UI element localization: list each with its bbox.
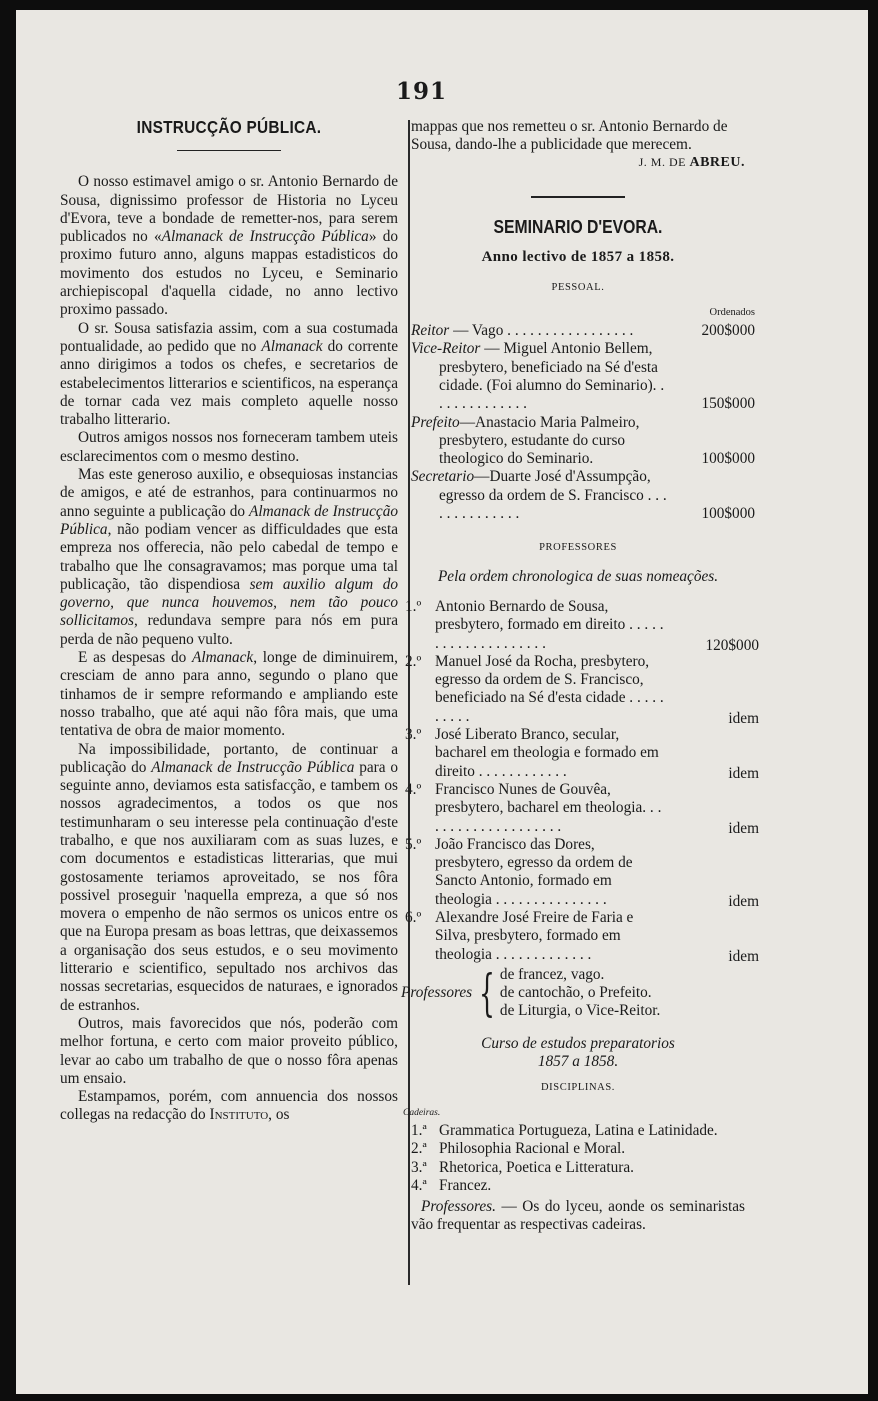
professor-list [405,597,759,965]
brace-glyph: { [479,964,495,1023]
professor-number: 3.º [405,726,422,744]
newspaper-page [16,10,868,1394]
staff-salary: 100$000 [701,505,755,523]
professor-text: José Liberato Branco, secular, bacharel em theologia e formado em direito . . . . . . . . . . . . [435,726,659,780]
article-paragraph: Na impossibilidade, portanto, de continuar a publicação do Almanack de Instrucção Pública para o seguinte anno, deviamos esta satisfacção, e tambem os nossos agradecimentos, a todos os que nos testimunharam o seu interesse pela continuação d'este trabalho, e que nos auxiliaram com as suas luzes, e com documentos e estadisticas litterarias, que mui gostosamente teriamos aproveitado, se nos fôra possivel proseguir 'naquella empreza, a que só nos movera o empenho de não sermos os unicos entre os que na Europa presam as boas lettras, que deixassemos a organisação dos seus estudos, e o seu movimento litterario e scientifico, sepultado nos archivos das nossas secretarias, esquecidos de naturaes, e ignorados de estranhos. [60,740,399,1014]
professor-entry [405,652,759,727]
professor-number: 6.º [405,908,422,926]
professor-text: Francisco Nunes de Gouvêa, presbytero, bacharel em theologia. . . . . . . . . . . . . . . . . . . . [435,780,662,835]
other-prof-line: de francez, vago. [499,965,605,983]
article-paragraph: O nosso estimavel amigo o sr. Antonio Bernardo de Sousa, dignissimo professor de Historia no Lyceu d'Evora, teve a bondade de remetter-nos, para serem publicados no «Almanack de Instrucção Pública» do proximo futuro anno, alguns mappas estadisticos do movimento dos estudos no Lyceu, e Seminario archiepiscopal d'aquella cidade, no anno lectivo proximo passado. [60,173,398,319]
professor-salary: idem [728,709,759,727]
professor-entry [405,597,759,654]
signature: J. M. DE ABREU. [638,154,745,170]
right-column [401,118,759,1235]
article-paragraph: E as despesas do Almanack, longe de diminuirem, cresciam de anno para anno, segundo o plano que tinhamos de ir sempre reformando e ampliando este nosso trabalho, que até aqui não fôra mais, que uma tentativa de obra de maior momento. [60,649,398,740]
professor-entry [405,726,759,782]
professores-word: Professores [401,984,473,1002]
professor-salary: idem [728,947,759,965]
order-note: Pela ordem chronologica de suas nomeações. [437,567,719,585]
article-body [60,173,398,1124]
professor-number: 5.º [405,835,422,853]
professor-salary: 120$000 [705,636,759,654]
cadeira-entry [411,1177,745,1195]
other-professors-lines [500,966,660,1021]
section-rule [531,196,625,198]
cadeira-text: Philosophia Racional e Moral. [439,1140,626,1158]
staff-role: Vice-Reitor [411,340,481,358]
final-note: Professores. — Os do lyceu, aonde os seminaristas vão frequentar as respectivas cadeiras. [411,1198,745,1234]
page-number: 191 [396,78,448,105]
seminario-title: SEMINARIO D'EVORA. [493,215,663,237]
cadeira-entry [411,1159,745,1177]
staff-entry [411,468,755,523]
article-paragraph: Outros amigos nossos nos forneceram tambem uteis esclarecimentos com o mesmo destino. [60,429,398,465]
professor-entry [405,835,759,910]
cadeira-number: 2.ª [411,1140,427,1158]
cadeira-number: 1.ª [411,1121,427,1139]
curso-years: 1857 a 1858. [537,1053,619,1071]
staff-text: — Vago . . . . . . . . . . . . . . . . . [449,322,634,340]
professor-number: 1.º [405,597,422,615]
professor-number: 2.º [405,652,422,670]
academic-year: Anno lectivo de 1857 a 1858. [481,249,675,266]
disciplinas-label: DISCIPLINAS. [541,1082,615,1094]
staff-salary: 150$000 [701,395,755,413]
professor-text: Antonio Bernardo de Sousa, presbytero, formado em direito . . . . . . . . . . . . . . . . . . . . [435,597,664,652]
professor-salary: idem [728,892,759,910]
continuation-text: mappas que nos remetteu o sr. Antonio Bernardo de Sousa, dando-lhe a publicidade que merecem. [411,118,728,154]
pessoal-label: PESSOAL. [551,282,605,294]
professores-label: PROFESSORES [539,542,617,554]
article-paragraph: O sr. Sousa satisfazia assim, com a sua costumada pontualidade, ao pedido que no Almanack do corrente anno dirigimos a todos os chefes, e secretarios de estabelecimentos litterarios e scientificos, na esperança de tornar cada vez mais completo aquelle nosso trabalho litterario. [60,319,398,429]
staff-role: Prefeito [411,413,460,431]
professor-text: João Francisco das Dores, presbytero, egresso da ordem de Sancto Antonio, formado em theologia . . . . . . . . . . . . . . . [435,835,633,908]
cadeira-entry [411,1122,745,1140]
staff-role: Secretario [411,468,475,486]
cadeiras-label: Cadeiras. [403,1107,441,1118]
section-heading: INSTRUCÇÃO PÚBLICA. [136,117,322,137]
article-paragraph: Estampamos, porém, com annuencia dos nossos collegas na redacção do Instituto, os [60,1088,398,1124]
other-prof-line: de cantochão, o Prefeito. [499,984,652,1002]
ordenados-label: Ordenados [709,306,755,318]
cadeira-text: Francez. [439,1176,492,1194]
professor-salary: idem [728,764,759,782]
staff-entry [411,413,755,469]
professor-text: Alexandre José Freire de Faria e Silva, presbytero, formado em theologia . . . . . . . . . . . . . [435,908,634,963]
curso-title: Curso de estudos preparatorios [481,1034,675,1052]
cadeira-text: Rhetorica, Poetica e Litteratura. [439,1158,634,1176]
staff-salary: 200$000 [701,322,755,340]
staff-text: —Anastacio Maria Palmeiro, presbytero, estudante do curso theologico do Seminario. [439,413,640,468]
cadeira-entry [411,1140,745,1158]
heading-rule [177,150,281,151]
cadeira-number: 3.ª [411,1158,427,1176]
cadeira-number: 4.ª [411,1176,427,1194]
professor-text: Manuel José da Rocha, presbytero, egresso da ordem de S. Francisco, beneficiado na Sé d'esta cidade . . . . . . . . . . [435,652,664,725]
staff-entry [411,322,755,340]
professor-entry [405,780,759,837]
left-column [60,118,398,1125]
staff-role: Reitor [411,322,450,340]
staff-text: — Miguel Antonio Bellem, presbytero, beneficiado na Sé d'esta cidade. (Foi alumno do Seminario). . . . . . . . . . . . . . [439,340,665,413]
cadeira-text: Grammatica Portugueza, Latina e Latinidade. [439,1121,718,1139]
other-prof-line: de Liturgia, o Vice-Reitor. [499,1002,661,1020]
staff-list [411,322,755,523]
professor-salary: idem [728,819,759,837]
article-paragraph: Mas este generoso auxilio, e obsequiosas instancias de amigos, e até de estranhos, para continuarmos no anno seguinte a publicação do Almanack de Instrucção Pública, não podiam vencer as difficuldades que esta empreza nos offerecia, não pelo cabedal de tempo e trabalho que lhe consagravamos; mas porque uma tal publicação, tão dispendiosa sem auxilio algum do governo, que nunca houvemos, nem tão pouco sollicitamos, redundava sempre para nós em pura perda de não pequeno vulto. [60,466,399,648]
other-professors [401,966,745,1021]
article-paragraph: Outros, mais favorecidos que nós, poderão com melhor fortuna, e certo com maior proveito público, levar ao cabo um trabalho de que o nosso fôra apenas um ensaio. [60,1014,398,1087]
professor-number: 4.º [405,780,422,798]
cadeiras-list [411,1122,745,1195]
professor-entry [405,908,759,965]
staff-salary: 100$000 [701,450,755,468]
staff-text: —Duarte José d'Assumpção, egresso da ordem de S. Francisco . . . . . . . . . . . . . . [439,468,667,523]
staff-entry [411,340,755,413]
